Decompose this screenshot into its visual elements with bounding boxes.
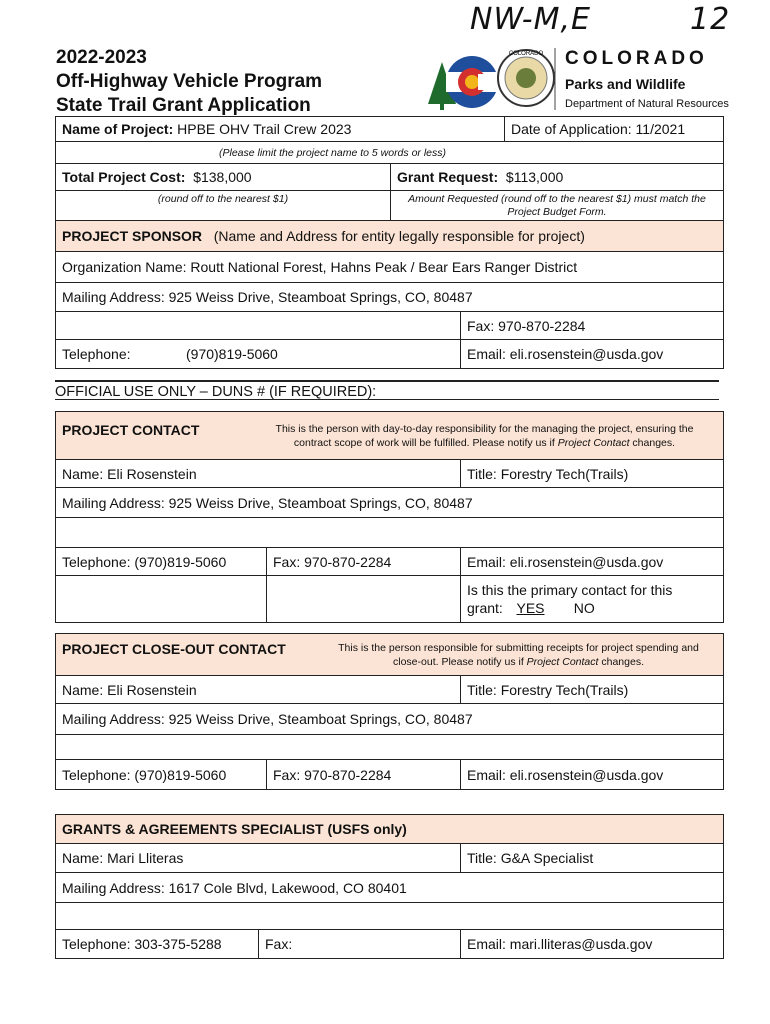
closeout-contact-table bbox=[55, 633, 724, 790]
cost-value: $138,000 bbox=[193, 169, 252, 185]
sponsor-fax[interactable]: Fax: 970-870-2284 bbox=[460, 312, 723, 339]
primary-question-line1: Is this the primary contact for this bbox=[467, 582, 673, 598]
closeout-heading-text: PROJECT CLOSE-OUT CONTACT bbox=[62, 641, 286, 657]
specialist-name[interactable]: Name: Mari Lliteras bbox=[62, 850, 184, 866]
cost-label: Total Project Cost: bbox=[62, 169, 186, 185]
contact-email[interactable]: Email: eli.rosenstein@usda.gov bbox=[460, 548, 723, 575]
grant-note: Amount Requested (round off to the nearest $1) must match the Project Budget Form. bbox=[390, 191, 723, 220]
primary-contact-question bbox=[460, 576, 723, 622]
handwritten-code: NW-M,E bbox=[470, 2, 591, 37]
closeout-note bbox=[314, 634, 723, 675]
project-info-table bbox=[55, 116, 724, 369]
sponsor-mailing-address[interactable]: Mailing Address: 925 Weiss Drive, Steamboat Springs, CO, 80487 bbox=[62, 289, 473, 305]
contact-blank-cell-a bbox=[56, 576, 266, 622]
closeout-blank-row[interactable] bbox=[56, 735, 723, 759]
svg-text:COLORADO: COLORADO bbox=[508, 51, 544, 57]
date-of-application-cell[interactable] bbox=[504, 117, 723, 141]
project-name-label: Name of Project: bbox=[62, 121, 174, 137]
sponsor-email[interactable]: Email: eli.rosenstein@usda.gov bbox=[460, 340, 723, 368]
contact-heading bbox=[56, 412, 246, 459]
contact-fax[interactable]: Fax: 970-870-2284 bbox=[266, 548, 460, 575]
sponsor-blank-cell[interactable] bbox=[56, 312, 460, 339]
total-cost-cell[interactable] bbox=[56, 164, 390, 190]
contact-blank-row[interactable] bbox=[56, 518, 723, 547]
specialist-telephone[interactable]: Telephone: 303-375-5288 bbox=[62, 936, 222, 952]
handwritten-number: 12 bbox=[690, 2, 731, 37]
grant-value: $113,000 bbox=[505, 169, 564, 185]
grant-label: Grant Request: bbox=[397, 169, 499, 185]
official-use-divider bbox=[55, 399, 719, 400]
grant-request-cell[interactable] bbox=[390, 164, 723, 190]
specialist-heading-text: GRANTS & AGREEMENTS SPECIALIST (USFS only) bbox=[62, 821, 407, 837]
specialist-heading bbox=[56, 815, 723, 843]
contact-note bbox=[246, 412, 723, 459]
date-label: Date of Application: bbox=[511, 121, 632, 137]
closeout-mailing-address[interactable]: Mailing Address: 925 Weiss Drive, Steamboat Springs, CO, 80487 bbox=[62, 711, 473, 727]
closeout-note-line2: close-out. Please notify us if Project Contact changes. bbox=[393, 655, 644, 668]
closeout-fax[interactable]: Fax: 970-870-2284 bbox=[266, 760, 460, 789]
project-name-cell[interactable] bbox=[56, 117, 504, 141]
specialist-fax[interactable]: Fax: bbox=[258, 930, 460, 958]
brand-department: Department of Natural Resources bbox=[565, 98, 729, 110]
contact-title[interactable]: Title: Forestry Tech(Trails) bbox=[460, 460, 723, 487]
contact-note-line2: contract scope of work will be fulfilled. Please notify us if Project Contact changes. bbox=[293, 436, 676, 449]
primary-yes-option[interactable]: YES bbox=[516, 600, 545, 616]
sponsor-heading-text: PROJECT SPONSOR bbox=[62, 228, 203, 244]
official-use-only: OFFICIAL USE ONLY – DUNS # (IF REQUIRED): bbox=[55, 380, 719, 400]
brand-agency: Parks and Wildlife bbox=[565, 76, 686, 92]
contact-heading-text: PROJECT CONTACT bbox=[62, 422, 200, 438]
project-name-value: HPBE OHV Trail Crew 2023 bbox=[177, 121, 352, 137]
form-year: 2022-2023 bbox=[56, 47, 147, 68]
form-title: State Trail Grant Application bbox=[56, 95, 311, 116]
specialist-table bbox=[55, 814, 724, 959]
closeout-name[interactable]: Name: Eli Rosenstein bbox=[62, 681, 197, 698]
date-value: 11/2021 bbox=[635, 121, 686, 137]
closeout-email[interactable]: Email: eli.rosenstein@usda.gov bbox=[460, 760, 723, 789]
form-title-block bbox=[56, 46, 322, 118]
form-program: Off-Highway Vehicle Program bbox=[56, 71, 323, 92]
closeout-note-line1: This is the person responsible for submitting receipts for project spending and bbox=[338, 641, 699, 654]
specialist-mailing-address[interactable]: Mailing Address: 1617 Cole Blvd, Lakewood, CO 80401 bbox=[62, 879, 407, 896]
closeout-title[interactable]: Title: Forestry Tech(Trails) bbox=[460, 676, 723, 703]
sponsor-organization[interactable]: Organization Name: Routt National Forest, Hahns Peak / Bear Ears Ranger District bbox=[62, 259, 578, 275]
specialist-blank-row[interactable] bbox=[56, 903, 723, 929]
primary-no-option[interactable]: NO bbox=[573, 600, 595, 616]
contact-mailing-address[interactable]: Mailing Address: 925 Weiss Drive, Steamboat Springs, CO, 80487 bbox=[62, 494, 473, 511]
specialist-email[interactable]: Email: mari.lliteras@usda.gov bbox=[460, 930, 723, 958]
contact-blank-cell-b bbox=[266, 576, 460, 622]
cost-note: (round off to the nearest $1) bbox=[157, 193, 289, 205]
sponsor-heading-note: (Name and Address for entity legally responsible for project) bbox=[213, 228, 585, 244]
sponsor-heading bbox=[56, 221, 723, 251]
contact-name[interactable]: Name: Eli Rosenstein bbox=[62, 465, 197, 482]
contact-note-line1: This is the person with day-to-day responsibility for the managing the project, ensuring the bbox=[275, 422, 694, 435]
closeout-heading bbox=[56, 634, 314, 675]
sponsor-telephone-cell[interactable] bbox=[56, 340, 460, 368]
closeout-telephone[interactable]: Telephone: (970)819-5060 bbox=[62, 766, 227, 783]
brand-name: COLORADO bbox=[565, 48, 708, 69]
sponsor-telephone-value: (970)819-5060 bbox=[186, 346, 278, 362]
project-name-note: (Please limit the project name to 5 words or less) bbox=[218, 146, 446, 159]
specialist-title[interactable]: Title: G&A Specialist bbox=[460, 844, 723, 872]
contact-telephone[interactable]: Telephone: (970)819-5060 bbox=[62, 553, 227, 570]
project-contact-table bbox=[55, 411, 724, 623]
primary-question-line2: grant: YES NO bbox=[467, 600, 595, 616]
sponsor-telephone-label: Telephone: bbox=[62, 346, 131, 362]
